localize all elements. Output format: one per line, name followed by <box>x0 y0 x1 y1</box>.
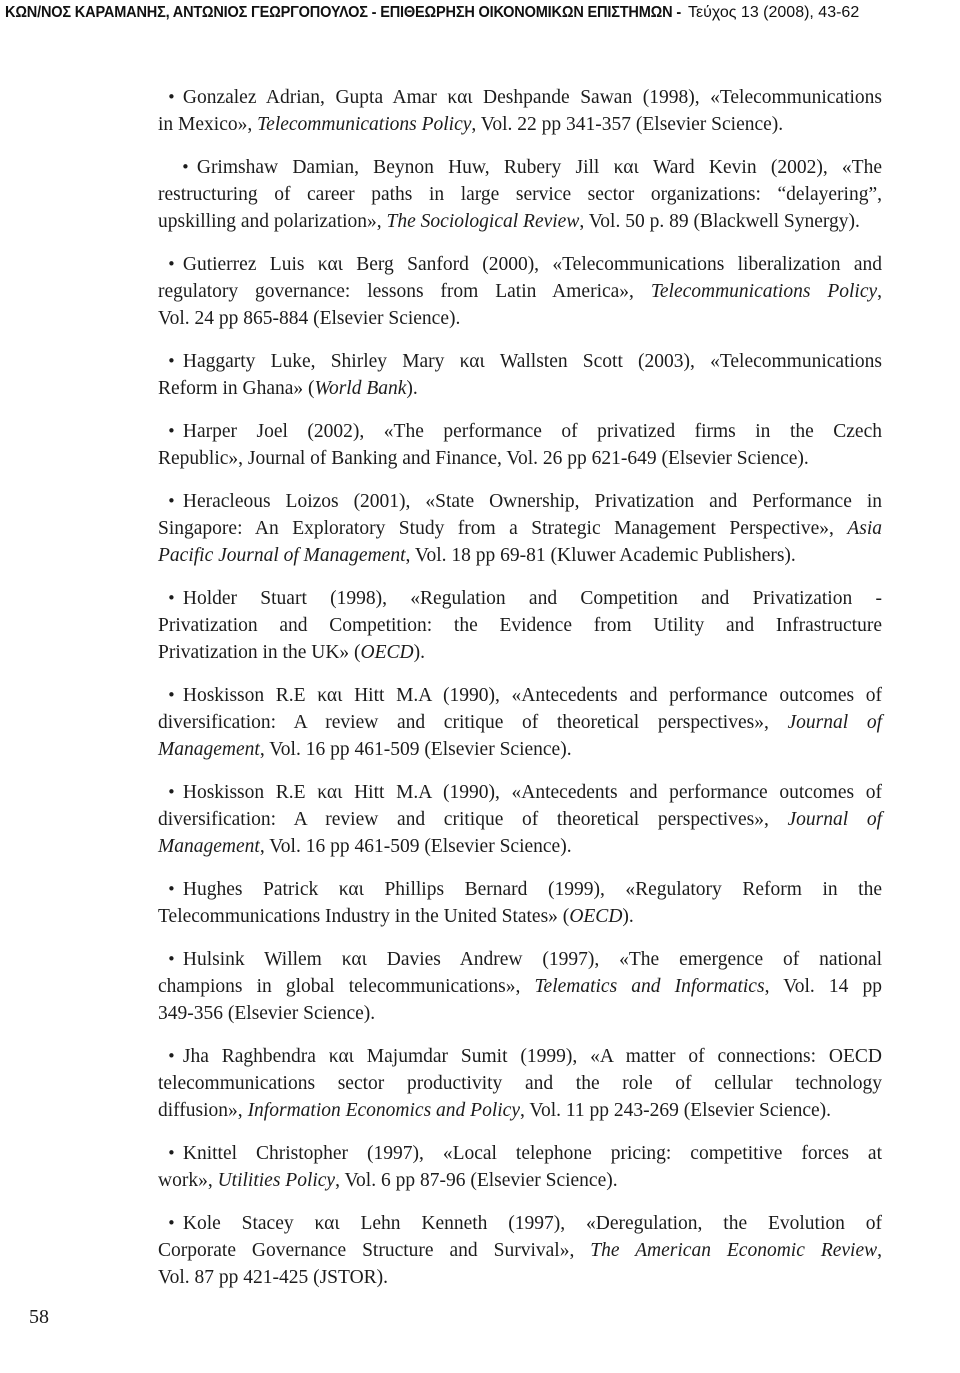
reference-text: Republic», Journal of Banking and Finance, Vol. 26 pp 621-649 (Elsevier Science). <box>158 448 809 469</box>
reference-entry <box>158 682 882 763</box>
reference-text: Gonzalez Adrian, Gupta Amar και Deshpande Sawan (1998), «Telecommunications <box>182 87 882 108</box>
reference-line <box>158 946 882 973</box>
reference-entry <box>158 1210 882 1291</box>
reference-text: in Mexico», <box>158 114 258 135</box>
reference-line <box>158 903 882 930</box>
reference-text: champions in global telecommunications», <box>158 976 535 997</box>
reference-source-title: Telematics and Informatics <box>534 976 765 997</box>
reference-text: Hoskisson R.E και Hitt M.A (1990), «Antecedents and performance outcomes of <box>182 782 882 803</box>
bullet-icon: • <box>167 950 176 968</box>
bullet-icon: • <box>167 1144 176 1162</box>
bullet-icon: • <box>167 422 176 440</box>
reference-line <box>158 208 882 235</box>
reference-line <box>158 1043 882 1070</box>
reference-line <box>158 1210 882 1237</box>
reference-line <box>158 305 882 332</box>
reference-text: Telecommunications Industry in the United States» ( <box>158 906 570 927</box>
reference-text: diversification: A review and critique of theoretical perspectives», <box>158 809 788 830</box>
reference-text: diffusion», <box>158 1100 248 1121</box>
reference-text: Harper Joel (2002), «The performance of privatized firms in the Czech <box>182 421 882 442</box>
reference-line <box>158 1237 882 1264</box>
reference-text: Haggarty Luke, Shirley Mary και Wallsten Scott (2003), «Telecommunications <box>182 351 882 372</box>
reference-text: ). <box>406 378 418 399</box>
reference-list <box>158 84 882 1307</box>
reference-line <box>158 445 882 472</box>
reference-text: diversification: A review and critique of theoretical perspectives», <box>158 712 788 733</box>
reference-source-title: Journal of <box>787 712 882 733</box>
reference-source-title: Telecommunications Policy <box>650 281 878 302</box>
reference-text: Grimshaw Damian, Beynon Huw, Rubery Jill και Ward Kevin (2002), «The <box>196 157 882 178</box>
reference-source-title: OECD <box>360 642 414 663</box>
reference-line <box>158 111 882 138</box>
reference-text: Knittel Christopher (1997), «Local telephone pricing: competitive forces at <box>182 1143 882 1164</box>
reference-source-title: Telecommunications Policy <box>257 114 472 135</box>
reference-line <box>158 833 882 860</box>
reference-text: Vol. 24 pp 865-884 (Elsevier Science). <box>158 308 461 329</box>
reference-text: , Vol. 16 pp 461-509 (Elsevier Science). <box>259 836 572 857</box>
reference-text: Jha Raghbendra και Majumdar Sumit (1999), «A matter of connections: OECD <box>182 1046 882 1067</box>
running-head-issue: Τεύχος 13 (2008), 43-62 <box>688 4 860 21</box>
reference-text: ). <box>413 642 426 663</box>
reference-entry <box>158 946 882 1027</box>
reference-line <box>158 488 882 515</box>
reference-entry <box>158 154 882 235</box>
bullet-icon: • <box>167 686 176 704</box>
reference-line <box>158 278 882 305</box>
page-number: 58 <box>29 1306 49 1328</box>
bullet-icon: • <box>167 255 176 273</box>
reference-text: 349-356 (Elsevier Science). <box>158 1003 376 1024</box>
reference-entry <box>158 779 882 860</box>
reference-line <box>158 876 882 903</box>
reference-text: Privatization in the UK» ( <box>158 642 361 663</box>
reference-line <box>158 709 882 736</box>
reference-text: , <box>877 1240 882 1261</box>
reference-source-title: OECD <box>569 906 623 927</box>
reference-entry <box>158 84 882 138</box>
reference-text: regulatory governance: lessons from Latin America», <box>158 281 651 302</box>
reference-line <box>158 418 882 445</box>
reference-entry <box>158 1043 882 1124</box>
reference-line <box>158 639 882 666</box>
reference-text: Privatization and Competition: the Evidence from Utility and Infrastructure <box>158 615 882 636</box>
reference-text: Hoskisson R.E και Hitt M.A (1990), «Antecedents and performance outcomes of <box>182 685 882 706</box>
bullet-icon: • <box>181 158 190 176</box>
reference-line <box>158 1000 882 1027</box>
bullet-icon: • <box>167 1214 176 1232</box>
reference-text: , Vol. 50 p. 89 (Blackwell Synergy). <box>579 211 860 232</box>
reference-entry <box>158 348 882 402</box>
reference-line <box>158 779 882 806</box>
reference-line <box>158 973 882 1000</box>
reference-text: Vol. 87 pp 421-425 (JSTOR). <box>158 1267 389 1288</box>
running-head <box>0 3 960 25</box>
bullet-icon: • <box>167 352 176 370</box>
reference-line <box>158 585 882 612</box>
reference-line <box>158 736 882 763</box>
bullet-icon: • <box>167 1047 176 1065</box>
reference-line <box>158 806 882 833</box>
reference-line <box>158 1264 882 1291</box>
reference-text: Hulsink Willem και Davies Andrew (1997), «The emergence of national <box>182 949 882 970</box>
reference-text: Reform in Ghana» ( <box>158 378 315 399</box>
reference-entry <box>158 251 882 332</box>
reference-line <box>158 682 882 709</box>
reference-text: Heracleous Loizos (2001), «State Ownership, Privatization and Performance in <box>182 491 882 512</box>
bullet-icon: • <box>167 589 176 607</box>
reference-line <box>158 515 882 542</box>
reference-text: , <box>877 281 882 302</box>
reference-text: telecommunications sector productivity and the role of cellular technology <box>158 1073 882 1094</box>
reference-source-title: Journal of <box>787 809 882 830</box>
reference-text: work», <box>158 1170 218 1191</box>
reference-text: Singapore: An Exploratory Study from a Strategic Management Perspective», <box>158 518 848 539</box>
reference-text: Corporate Governance Structure and Survival», <box>158 1240 591 1261</box>
reference-text: restructuring of career paths in large service sector organizations: “delayering”, <box>158 184 882 205</box>
reference-text: upskilling and polarization», <box>158 211 387 232</box>
reference-source-title: The American Economic Review <box>590 1240 878 1261</box>
reference-source-title: Information Economics and Policy <box>247 1100 520 1121</box>
bullet-icon: • <box>167 492 176 510</box>
reference-entry <box>158 488 882 569</box>
reference-line <box>158 1167 882 1194</box>
reference-source-title: Management <box>158 739 260 760</box>
reference-source-title: Utilities Policy <box>217 1170 336 1191</box>
reference-text: Gutierrez Luis και Berg Sanford (2000), «Telecommunications liberalization and <box>182 254 882 275</box>
reference-line <box>158 375 882 402</box>
reference-line <box>158 1070 882 1097</box>
reference-entry <box>158 876 882 930</box>
reference-text: Kole Stacey και Lehn Kenneth (1997), «Deregulation, the Evolution of <box>182 1213 882 1234</box>
reference-source-title: Asia <box>847 518 882 539</box>
running-head-title: ΚΩΝ/ΝΟΣ ΚΑΡΑΜΑΝΗΣ, ΑΝΤΩΝΙΟΣ ΓΕΩΡΓΟΠΟΥΛΟΣ - ΕΠΙΘΕΩΡΗΣΗ ΟΙΚΟΝΟΜΙΚΩΝ ΕΠΙΣΤΗΜΩΝ - <box>5 4 681 21</box>
reference-source-title: The Sociological Review <box>386 211 580 232</box>
bullet-icon: • <box>167 88 176 106</box>
reference-line <box>158 542 882 569</box>
reference-text: Hughes Patrick και Phillips Bernard (1999), «Regulatory Reform in the <box>182 879 882 900</box>
reference-source-title: Pacific Journal of Management <box>158 545 406 566</box>
reference-entry <box>158 418 882 472</box>
reference-line <box>158 84 882 111</box>
reference-line <box>158 1097 882 1124</box>
reference-line <box>158 612 882 639</box>
reference-text: ). <box>622 906 634 927</box>
reference-line <box>158 348 882 375</box>
reference-text: , Vol. 22 pp 341-357 (Elsevier Science). <box>471 114 784 135</box>
reference-line <box>158 251 882 278</box>
reference-entry <box>158 1140 882 1194</box>
reference-line <box>158 1140 882 1167</box>
reference-text: , Vol. 16 pp 461-509 (Elsevier Science). <box>259 739 572 760</box>
reference-line <box>158 181 882 208</box>
bullet-icon: • <box>167 880 176 898</box>
reference-text: , Vol. 11 pp 243-269 (Elsevier Science). <box>519 1100 832 1121</box>
reference-source-title: World Bank <box>314 378 407 399</box>
reference-text: , Vol. 6 pp 87-96 (Elsevier Science). <box>335 1170 618 1191</box>
bullet-icon: • <box>167 783 176 801</box>
reference-line <box>158 154 882 181</box>
reference-text: Holder Stuart (1998), «Regulation and Competition and Privatization - <box>182 588 882 609</box>
reference-text: , Vol. 18 pp 69-81 (Kluwer Academic Publishers). <box>405 545 796 566</box>
reference-entry <box>158 585 882 666</box>
reference-source-title: Management <box>158 836 260 857</box>
reference-text: , Vol. 14 pp <box>764 976 883 997</box>
